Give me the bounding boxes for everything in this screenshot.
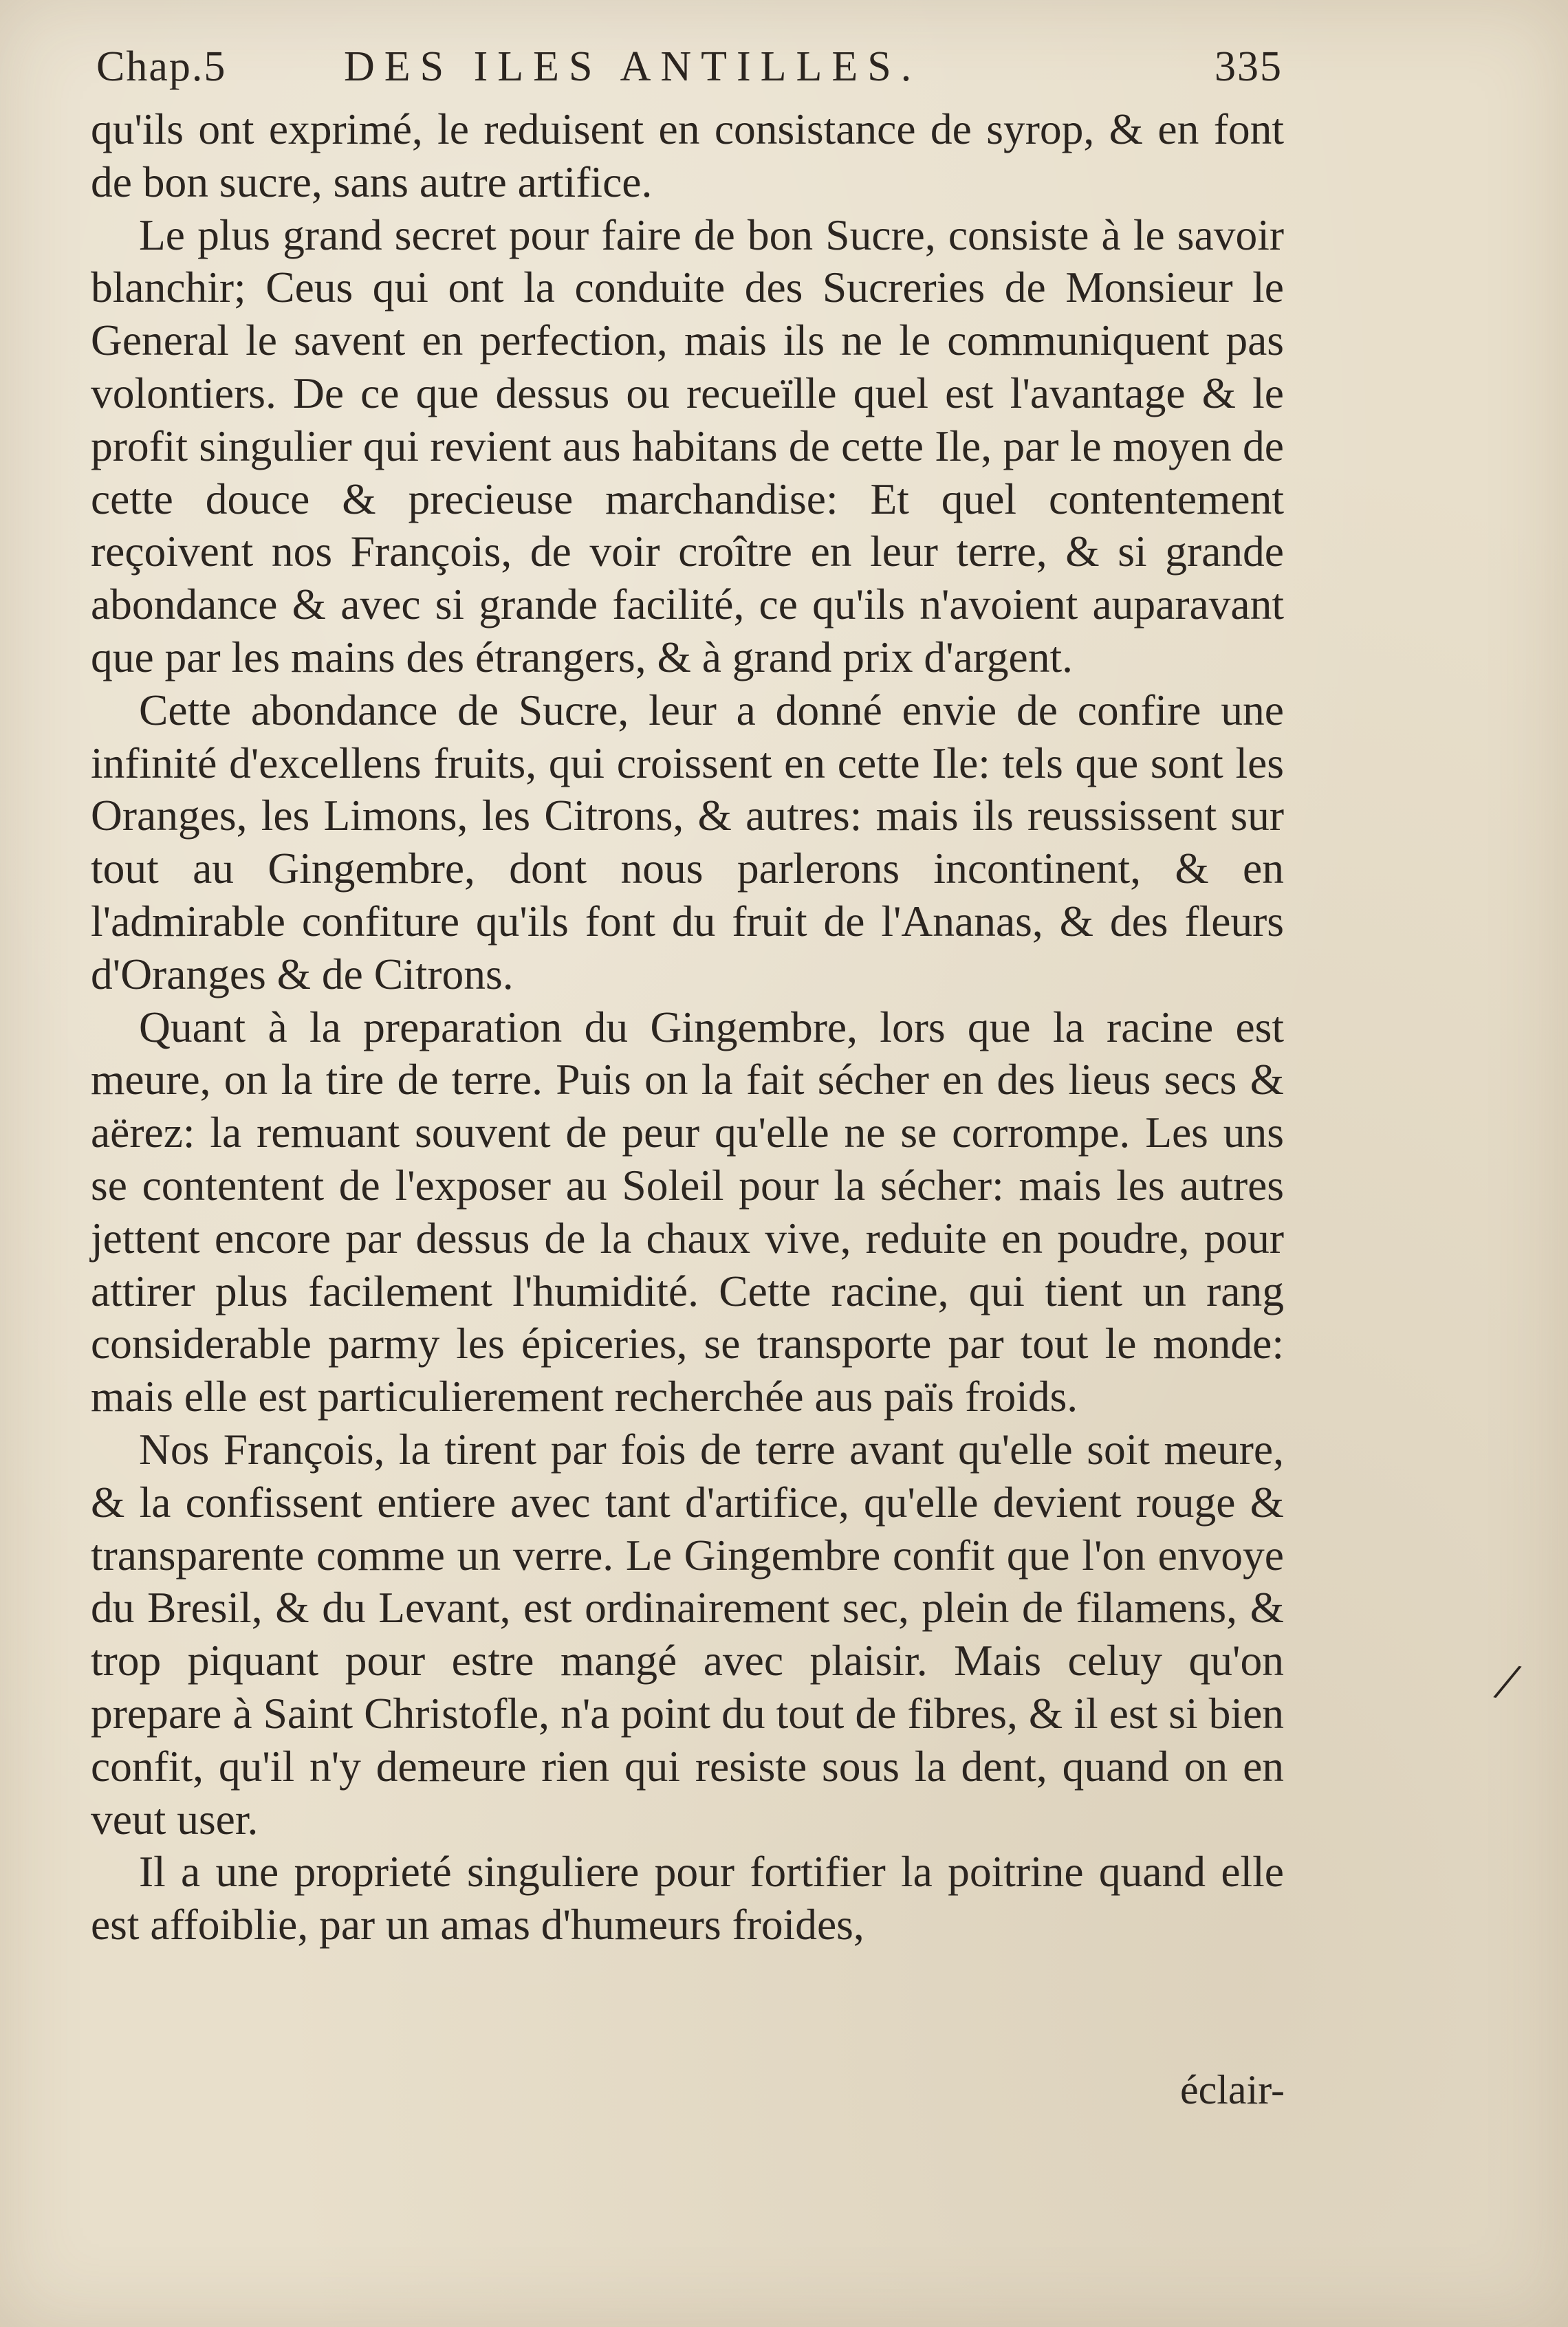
paragraph-ginger-property: Il a une proprieté singuliere pour fortifier la poitrine quand elle est affoiblie, par un amas d'humeurs froides, bbox=[91, 1847, 1284, 1949]
paragraph-sugar-secret: Le plus grand secret pour faire de bon Sucre, consiste à le savoir blanchir; Ceus qui ont la conduite des Sucreries de Monsieur le General le savent en perfection, mais ils ne le communiquent pas volontiers. De ce que dessus ou recueïlle quel est l'avantage & le profit singulier qui revient aus habitans de cette Ile, par le moyen de cette douce & precieuse marchandise: Et quel contentement reçoivent nos François, de voir croître en leur terre, & si grande abondance & avec si grande facilité, ce qu'ils n'avoient auparavant que par les mains des étrangers, & à grand prix d'argent. bbox=[91, 210, 1284, 681]
margin-mark: / bbox=[1493, 1650, 1521, 1712]
paragraph-continuation: qu'ils ont exprimé, le reduisent en consistance de syrop, & en font de bon sucre, sans autre artifice. bbox=[91, 105, 1284, 206]
paragraph-ginger-confit: Nos François, la tirent par fois de terre avant qu'elle soit meure, & la confissent entiere avec tant d'artifice, qu'elle devient rouge & transparente comme un verre. Le Gingembre confit que l'on envoye du Bresil, & du Levant, est ordinairement sec, plein de filamens, & trop piquant pour estre mangé avec plaisir. Mais celuy qu'on prepare à Saint Christofle, n'a point du tout de fibres, & il est si bien confit, qu'il n'y demeure rien qui resiste sous la dent, quand on en veut user. bbox=[91, 1424, 1284, 1844]
chapter-label: Chap.5 bbox=[96, 43, 227, 90]
body-text bbox=[91, 103, 1284, 1952]
page-number: 335 bbox=[1215, 43, 1283, 90]
catchword: éclair- bbox=[1180, 2067, 1285, 2112]
running-title: DES ILES ANTILLES. bbox=[344, 43, 922, 90]
paragraph-confitures: Cette abondance de Sucre, leur a donné envie de confire une infinité d'excellens fruits, qui croissent en cette Ile: tels que sont les Oranges, les Limons, les Citrons, & autres: mais ils reussissent sur tout au Gingembre, dont nous parlerons incontinent, & en l'admirable confiture qu'ils font du fruit de l'Ananas, & des fleurs d'Oranges & de Citrons. bbox=[91, 685, 1284, 998]
running-head bbox=[96, 43, 1283, 105]
paragraph-ginger-preparation: Quant à la preparation du Gingembre, lors que la racine est meure, on la tire de terre. Puis on la fait sécher en des lieus secs & aërez: la remuant souvent de peur qu'elle ne se corrompe. Les uns se contentent de l'exposer au Soleil pour la sécher: mais les autres jettent encore par dessus de la chaux vive, reduite en poudre, pour attirer plus facilement l'humidité. Cette racine, qui tient un rang considerable parmy les épiceries, se transporte par tout le monde: mais elle est particulierement recherchée aus païs froids. bbox=[91, 1002, 1284, 1421]
